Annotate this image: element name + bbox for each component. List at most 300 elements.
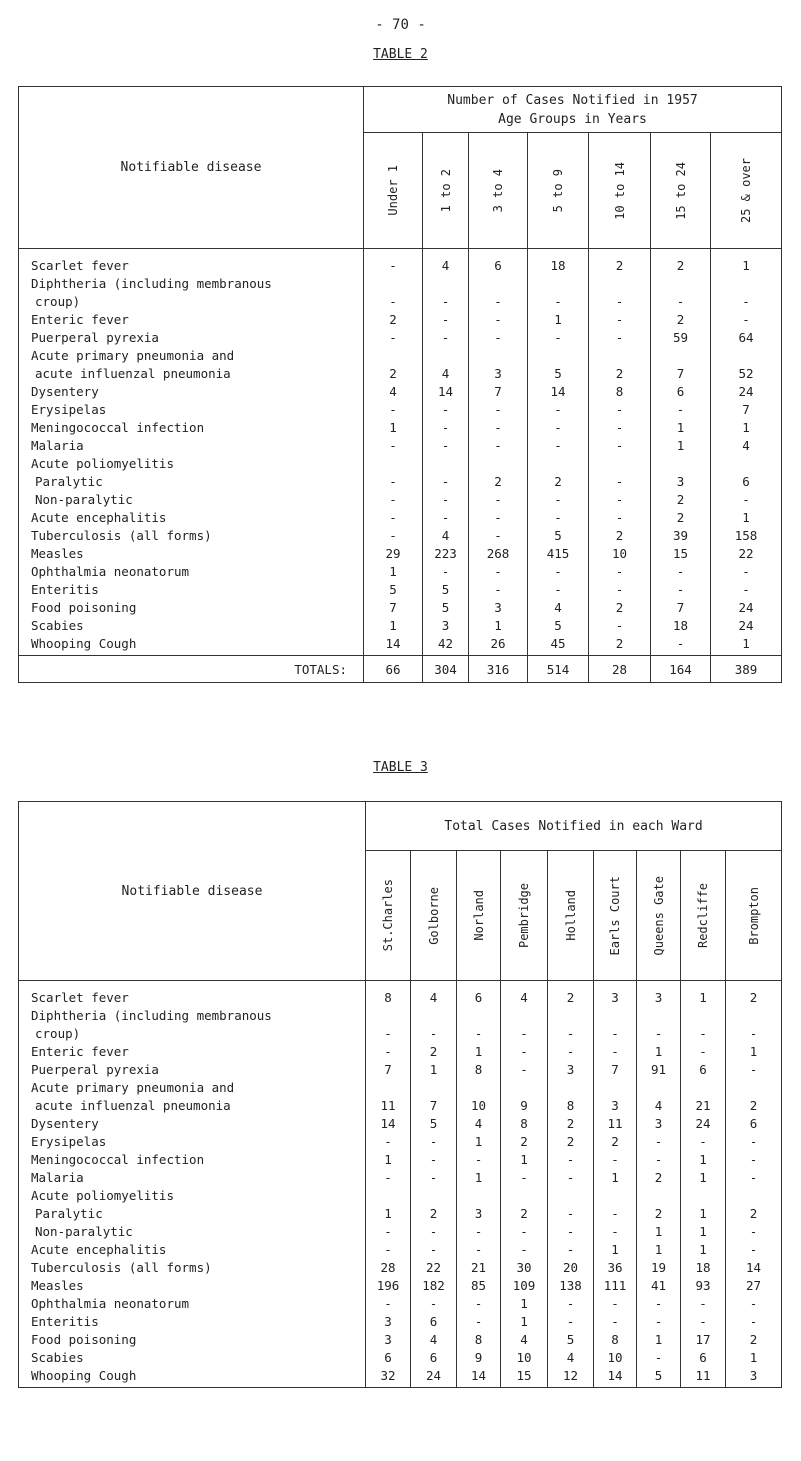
cell-value: 15: [651, 545, 711, 563]
disease-label: Malaria: [19, 1169, 366, 1187]
table-row: [19, 311, 782, 329]
table-2-group-header-line2: Age Groups in Years: [498, 111, 647, 127]
cell-value: 24: [711, 617, 782, 635]
cell-value: 3: [469, 599, 528, 617]
table-row: [19, 509, 782, 527]
cell-value: [548, 1079, 594, 1097]
cell-value: 3: [366, 1313, 411, 1331]
cell-value: -: [469, 563, 528, 581]
column-header-label: Queens Gate: [651, 875, 666, 956]
total-value: 316: [469, 656, 528, 683]
cell-value: 2: [528, 473, 589, 491]
disease-label: Measles: [19, 1277, 366, 1295]
cell-value: [726, 1187, 782, 1205]
cell-value: -: [711, 581, 782, 599]
cell-value: [364, 347, 423, 365]
cell-value: -: [366, 1043, 411, 1061]
disease-label: Ophthalmia neonatorum: [19, 1295, 366, 1313]
cell-value: [411, 1187, 457, 1205]
column-header-label: Holland: [563, 890, 578, 941]
cell-value: -: [411, 1295, 457, 1313]
cell-value: 5: [423, 581, 469, 599]
cell-value: -: [711, 293, 782, 311]
cell-value: [637, 1007, 681, 1025]
table-row: [19, 329, 782, 347]
cell-value: 9: [501, 1097, 548, 1115]
cell-value: -: [364, 437, 423, 455]
disease-label: Acute encephalitis: [19, 1241, 366, 1259]
cell-value: -: [366, 1223, 411, 1241]
cell-value: -: [364, 473, 423, 491]
cell-value: 6: [711, 473, 782, 491]
cell-value: [528, 347, 589, 365]
cell-value: -: [457, 1151, 501, 1169]
cell-value: -: [457, 1313, 501, 1331]
column-header-label: St.Charles: [381, 879, 395, 952]
cell-value: -: [423, 293, 469, 311]
table-row: [19, 1331, 782, 1349]
cell-value: 109: [501, 1277, 548, 1295]
cell-value: -: [637, 1133, 681, 1151]
cell-value: 6: [469, 249, 528, 276]
cell-value: 8: [548, 1097, 594, 1115]
column-header: [726, 851, 782, 981]
cell-value: -: [651, 293, 711, 311]
cell-value: 6: [681, 1061, 726, 1079]
cell-value: 14: [457, 1367, 501, 1388]
cell-value: -: [364, 491, 423, 509]
cell-value: 6: [651, 383, 711, 401]
cell-value: -: [589, 419, 651, 437]
column-header: [528, 133, 589, 249]
cell-value: 1: [681, 1169, 726, 1187]
cell-value: 7: [651, 365, 711, 383]
cell-value: -: [457, 1241, 501, 1259]
cell-value: 6: [366, 1349, 411, 1367]
cell-value: -: [457, 1025, 501, 1043]
cell-value: 1: [681, 1151, 726, 1169]
column-header-label: Pembridge: [517, 882, 531, 949]
totals-row: [19, 656, 782, 683]
cell-value: 268: [469, 545, 528, 563]
cell-value: 196: [366, 1277, 411, 1295]
cell-value: 29: [364, 545, 423, 563]
column-header-label: Norland: [471, 890, 486, 941]
table-row: [19, 1025, 782, 1043]
disease-label: Acute poliomyelitis: [19, 455, 364, 473]
cell-value: 12: [548, 1367, 594, 1388]
cell-value: 8: [589, 383, 651, 401]
table-row: [19, 491, 782, 509]
cell-value: 14: [594, 1367, 637, 1388]
cell-value: [726, 1079, 782, 1097]
cell-value: -: [726, 1133, 782, 1151]
cell-value: 6: [726, 1115, 782, 1133]
cell-value: 27: [726, 1277, 782, 1295]
cell-value: -: [726, 1313, 782, 1331]
cell-value: -: [589, 491, 651, 509]
cell-value: 2: [469, 473, 528, 491]
cell-value: [469, 275, 528, 293]
disease-label: Scabies: [19, 1349, 366, 1367]
cell-value: 22: [711, 545, 782, 563]
cell-value: [501, 1007, 548, 1025]
table-row: [19, 1187, 782, 1205]
column-header-label: Brompton: [746, 886, 761, 945]
disease-label: Enteric fever: [19, 311, 364, 329]
cell-value: 1: [637, 1331, 681, 1349]
table-2-row-header: Notifiable disease: [19, 87, 364, 249]
cell-value: -: [726, 1151, 782, 1169]
cell-value: -: [594, 1295, 637, 1313]
cell-value: -: [364, 527, 423, 545]
cell-value: 11: [594, 1115, 637, 1133]
cell-value: 4: [548, 1349, 594, 1367]
disease-label: Acute encephalitis: [19, 509, 364, 527]
column-header-label: 3 to 4: [491, 168, 505, 213]
cell-value: 4: [364, 383, 423, 401]
cell-value: 7: [469, 383, 528, 401]
cell-value: -: [469, 581, 528, 599]
cell-value: -: [594, 1151, 637, 1169]
cell-value: 1: [364, 617, 423, 635]
cell-value: -: [726, 1061, 782, 1079]
cell-value: 17: [681, 1331, 726, 1349]
cell-value: 2: [589, 527, 651, 545]
cell-value: 14: [528, 383, 589, 401]
table-row: [19, 1169, 782, 1187]
cell-value: 2: [726, 1205, 782, 1223]
cell-value: [366, 1187, 411, 1205]
cell-value: [637, 1079, 681, 1097]
cell-value: -: [637, 1151, 681, 1169]
cell-value: [528, 275, 589, 293]
table-row: [19, 1277, 782, 1295]
disease-label: acute influenzal pneumonia: [19, 1097, 366, 1115]
column-header-label: 1 to 2: [438, 168, 453, 213]
table-row: [19, 599, 782, 617]
column-header: [411, 851, 457, 981]
cell-value: -: [589, 563, 651, 581]
column-header-label: 25 & over: [739, 157, 753, 224]
table-row: [19, 1151, 782, 1169]
table-row: [19, 1259, 782, 1277]
cell-value: 3: [366, 1331, 411, 1349]
cell-value: 1: [681, 1205, 726, 1223]
cell-value: -: [364, 401, 423, 419]
cell-value: 11: [681, 1367, 726, 1388]
cell-value: -: [589, 311, 651, 329]
column-header: [637, 851, 681, 981]
cell-value: 1: [637, 1223, 681, 1241]
disease-label: Ophthalmia neonatorum: [19, 563, 364, 581]
cell-value: 24: [711, 383, 782, 401]
cell-value: 5: [528, 527, 589, 545]
cell-value: -: [651, 581, 711, 599]
disease-label: Puerperal pyrexia: [19, 329, 364, 347]
table-row: [19, 1133, 782, 1151]
page-number: - 70 -: [375, 17, 426, 33]
table-row: [19, 383, 782, 401]
cell-value: -: [681, 1043, 726, 1061]
cell-value: -: [594, 1043, 637, 1061]
cell-value: [366, 1079, 411, 1097]
cell-value: 415: [528, 545, 589, 563]
cell-value: [726, 1007, 782, 1025]
cell-value: -: [726, 1241, 782, 1259]
cell-value: -: [594, 1223, 637, 1241]
cell-value: -: [366, 1295, 411, 1313]
cell-value: 2: [501, 1133, 548, 1151]
cell-value: 1: [457, 1133, 501, 1151]
cell-value: 8: [594, 1331, 637, 1349]
table-3: [18, 801, 782, 1388]
cell-value: -: [726, 1223, 782, 1241]
table-row: [19, 401, 782, 419]
cell-value: 5: [528, 617, 589, 635]
cell-value: [411, 1007, 457, 1025]
total-value: 66: [364, 656, 423, 683]
cell-value: 2: [501, 1205, 548, 1223]
cell-value: 24: [681, 1115, 726, 1133]
cell-value: -: [548, 1025, 594, 1043]
cell-value: -: [528, 293, 589, 311]
cell-value: -: [469, 509, 528, 527]
cell-value: 24: [411, 1367, 457, 1388]
cell-value: 138: [548, 1277, 594, 1295]
cell-value: -: [411, 1025, 457, 1043]
cell-value: 2: [364, 311, 423, 329]
table-row: [19, 365, 782, 383]
cell-value: -: [548, 1295, 594, 1313]
table-row: [19, 419, 782, 437]
table-row: [19, 545, 782, 563]
cell-value: -: [528, 563, 589, 581]
cell-value: 1: [501, 1313, 548, 1331]
cell-value: -: [681, 1313, 726, 1331]
cell-value: -: [548, 1151, 594, 1169]
cell-value: 2: [651, 249, 711, 276]
cell-value: -: [651, 635, 711, 656]
disease-label: acute influenzal pneumonia: [19, 365, 364, 383]
cell-value: 2: [411, 1205, 457, 1223]
cell-value: -: [528, 437, 589, 455]
cell-value: -: [711, 563, 782, 581]
cell-value: 3: [594, 981, 637, 1008]
cell-value: -: [366, 1133, 411, 1151]
cell-value: [548, 1007, 594, 1025]
column-header: [469, 133, 528, 249]
disease-label: croup): [19, 293, 364, 311]
cell-value: 26: [469, 635, 528, 656]
cell-value: 2: [589, 635, 651, 656]
cell-value: 28: [366, 1259, 411, 1277]
cell-value: -: [501, 1025, 548, 1043]
disease-label: Erysipelas: [19, 1133, 366, 1151]
cell-value: 1: [501, 1295, 548, 1313]
cell-value: 3: [637, 981, 681, 1008]
cell-value: -: [411, 1223, 457, 1241]
cell-value: 6: [457, 981, 501, 1008]
cell-value: 42: [423, 635, 469, 656]
table-row: [19, 1295, 782, 1313]
cell-value: [637, 1187, 681, 1205]
cell-value: 2: [594, 1133, 637, 1151]
cell-value: 14: [423, 383, 469, 401]
cell-value: 5: [548, 1331, 594, 1349]
cell-value: 2: [589, 599, 651, 617]
cell-value: -: [469, 491, 528, 509]
cell-value: 14: [364, 635, 423, 656]
cell-value: -: [423, 401, 469, 419]
table-row: [19, 981, 782, 1008]
table-row: [19, 275, 782, 293]
cell-value: [501, 1079, 548, 1097]
cell-value: 1: [711, 509, 782, 527]
cell-value: 2: [651, 491, 711, 509]
cell-value: -: [364, 293, 423, 311]
column-header: [423, 133, 469, 249]
disease-label: Enteritis: [19, 581, 364, 599]
cell-value: [681, 1007, 726, 1025]
cell-value: [651, 455, 711, 473]
cell-value: 3: [594, 1097, 637, 1115]
column-header: [501, 851, 548, 981]
cell-value: -: [411, 1241, 457, 1259]
cell-value: [364, 455, 423, 473]
disease-label: Tuberculosis (all forms): [19, 1259, 366, 1277]
column-header: [711, 133, 782, 249]
cell-value: [681, 1079, 726, 1097]
cell-value: 4: [423, 365, 469, 383]
cell-value: [589, 455, 651, 473]
cell-value: -: [589, 473, 651, 491]
cell-value: -: [366, 1169, 411, 1187]
table-row: [19, 1223, 782, 1241]
cell-value: [711, 455, 782, 473]
cell-value: 30: [501, 1259, 548, 1277]
cell-value: 3: [651, 473, 711, 491]
cell-value: [366, 1007, 411, 1025]
cell-value: 4: [637, 1097, 681, 1115]
cell-value: -: [364, 329, 423, 347]
cell-value: 3: [726, 1367, 782, 1388]
cell-value: -: [681, 1295, 726, 1313]
table-row: [19, 1079, 782, 1097]
cell-value: -: [469, 437, 528, 455]
table-row: [19, 249, 782, 276]
total-value: 28: [589, 656, 651, 683]
cell-value: 1: [637, 1241, 681, 1259]
cell-value: [457, 1187, 501, 1205]
cell-value: 3: [457, 1205, 501, 1223]
cell-value: -: [528, 509, 589, 527]
total-value: 389: [711, 656, 782, 683]
cell-value: -: [548, 1043, 594, 1061]
table-row: [19, 1007, 782, 1025]
disease-label: Measles: [19, 545, 364, 563]
cell-value: 1: [681, 1241, 726, 1259]
cell-value: 14: [726, 1259, 782, 1277]
cell-value: -: [637, 1025, 681, 1043]
cell-value: -: [711, 491, 782, 509]
cell-value: -: [589, 329, 651, 347]
disease-label: Scarlet fever: [19, 249, 364, 276]
cell-value: 1: [651, 419, 711, 437]
cell-value: -: [501, 1241, 548, 1259]
cell-value: -: [726, 1295, 782, 1313]
table-row: [19, 1241, 782, 1259]
disease-label: Meningococcal infection: [19, 419, 364, 437]
cell-value: 18: [651, 617, 711, 635]
disease-label: Diphtheria (including membranous: [19, 1007, 366, 1025]
disease-label: Food poisoning: [19, 1331, 366, 1349]
cell-value: 1: [364, 419, 423, 437]
cell-value: 32: [366, 1367, 411, 1388]
disease-label: Tuberculosis (all forms): [19, 527, 364, 545]
disease-label: Acute primary pneumonia and: [19, 1079, 366, 1097]
cell-value: 4: [423, 249, 469, 276]
cell-value: -: [501, 1043, 548, 1061]
cell-value: -: [423, 473, 469, 491]
cell-value: 2: [548, 1133, 594, 1151]
cell-value: -: [726, 1025, 782, 1043]
cell-value: 24: [711, 599, 782, 617]
cell-value: -: [423, 437, 469, 455]
cell-value: -: [364, 509, 423, 527]
cell-value: -: [681, 1133, 726, 1151]
cell-value: -: [423, 509, 469, 527]
cell-value: 2: [726, 981, 782, 1008]
cell-value: 2: [589, 365, 651, 383]
table-row: [19, 635, 782, 656]
column-header-label: Earls Court: [608, 875, 622, 956]
cell-value: 4: [528, 599, 589, 617]
cell-value: 10: [589, 545, 651, 563]
cell-value: -: [637, 1295, 681, 1313]
disease-label: Enteric fever: [19, 1043, 366, 1061]
column-header: [457, 851, 501, 981]
table-row: [19, 1097, 782, 1115]
table-3-row-header: Notifiable disease: [19, 802, 366, 981]
cell-value: -: [548, 1223, 594, 1241]
cell-value: [594, 1187, 637, 1205]
cell-value: 15: [501, 1367, 548, 1388]
table-row: [19, 1205, 782, 1223]
cell-value: 7: [651, 599, 711, 617]
cell-value: 3: [548, 1061, 594, 1079]
cell-value: 1: [681, 1223, 726, 1241]
cell-value: 2: [651, 311, 711, 329]
disease-label: Acute poliomyelitis: [19, 1187, 366, 1205]
cell-value: 5: [637, 1367, 681, 1388]
table-row: [19, 1061, 782, 1079]
cell-value: -: [548, 1169, 594, 1187]
disease-label: Erysipelas: [19, 401, 364, 419]
cell-value: 8: [457, 1061, 501, 1079]
cell-value: [423, 347, 469, 365]
cell-value: [423, 275, 469, 293]
cell-value: -: [651, 563, 711, 581]
cell-value: 2: [364, 365, 423, 383]
cell-value: 1: [457, 1169, 501, 1187]
cell-value: 4: [457, 1115, 501, 1133]
table-2: [18, 86, 782, 683]
cell-value: 11: [366, 1097, 411, 1115]
cell-value: 1: [364, 563, 423, 581]
cell-value: 39: [651, 527, 711, 545]
disease-label: Paralytic: [19, 1205, 366, 1223]
